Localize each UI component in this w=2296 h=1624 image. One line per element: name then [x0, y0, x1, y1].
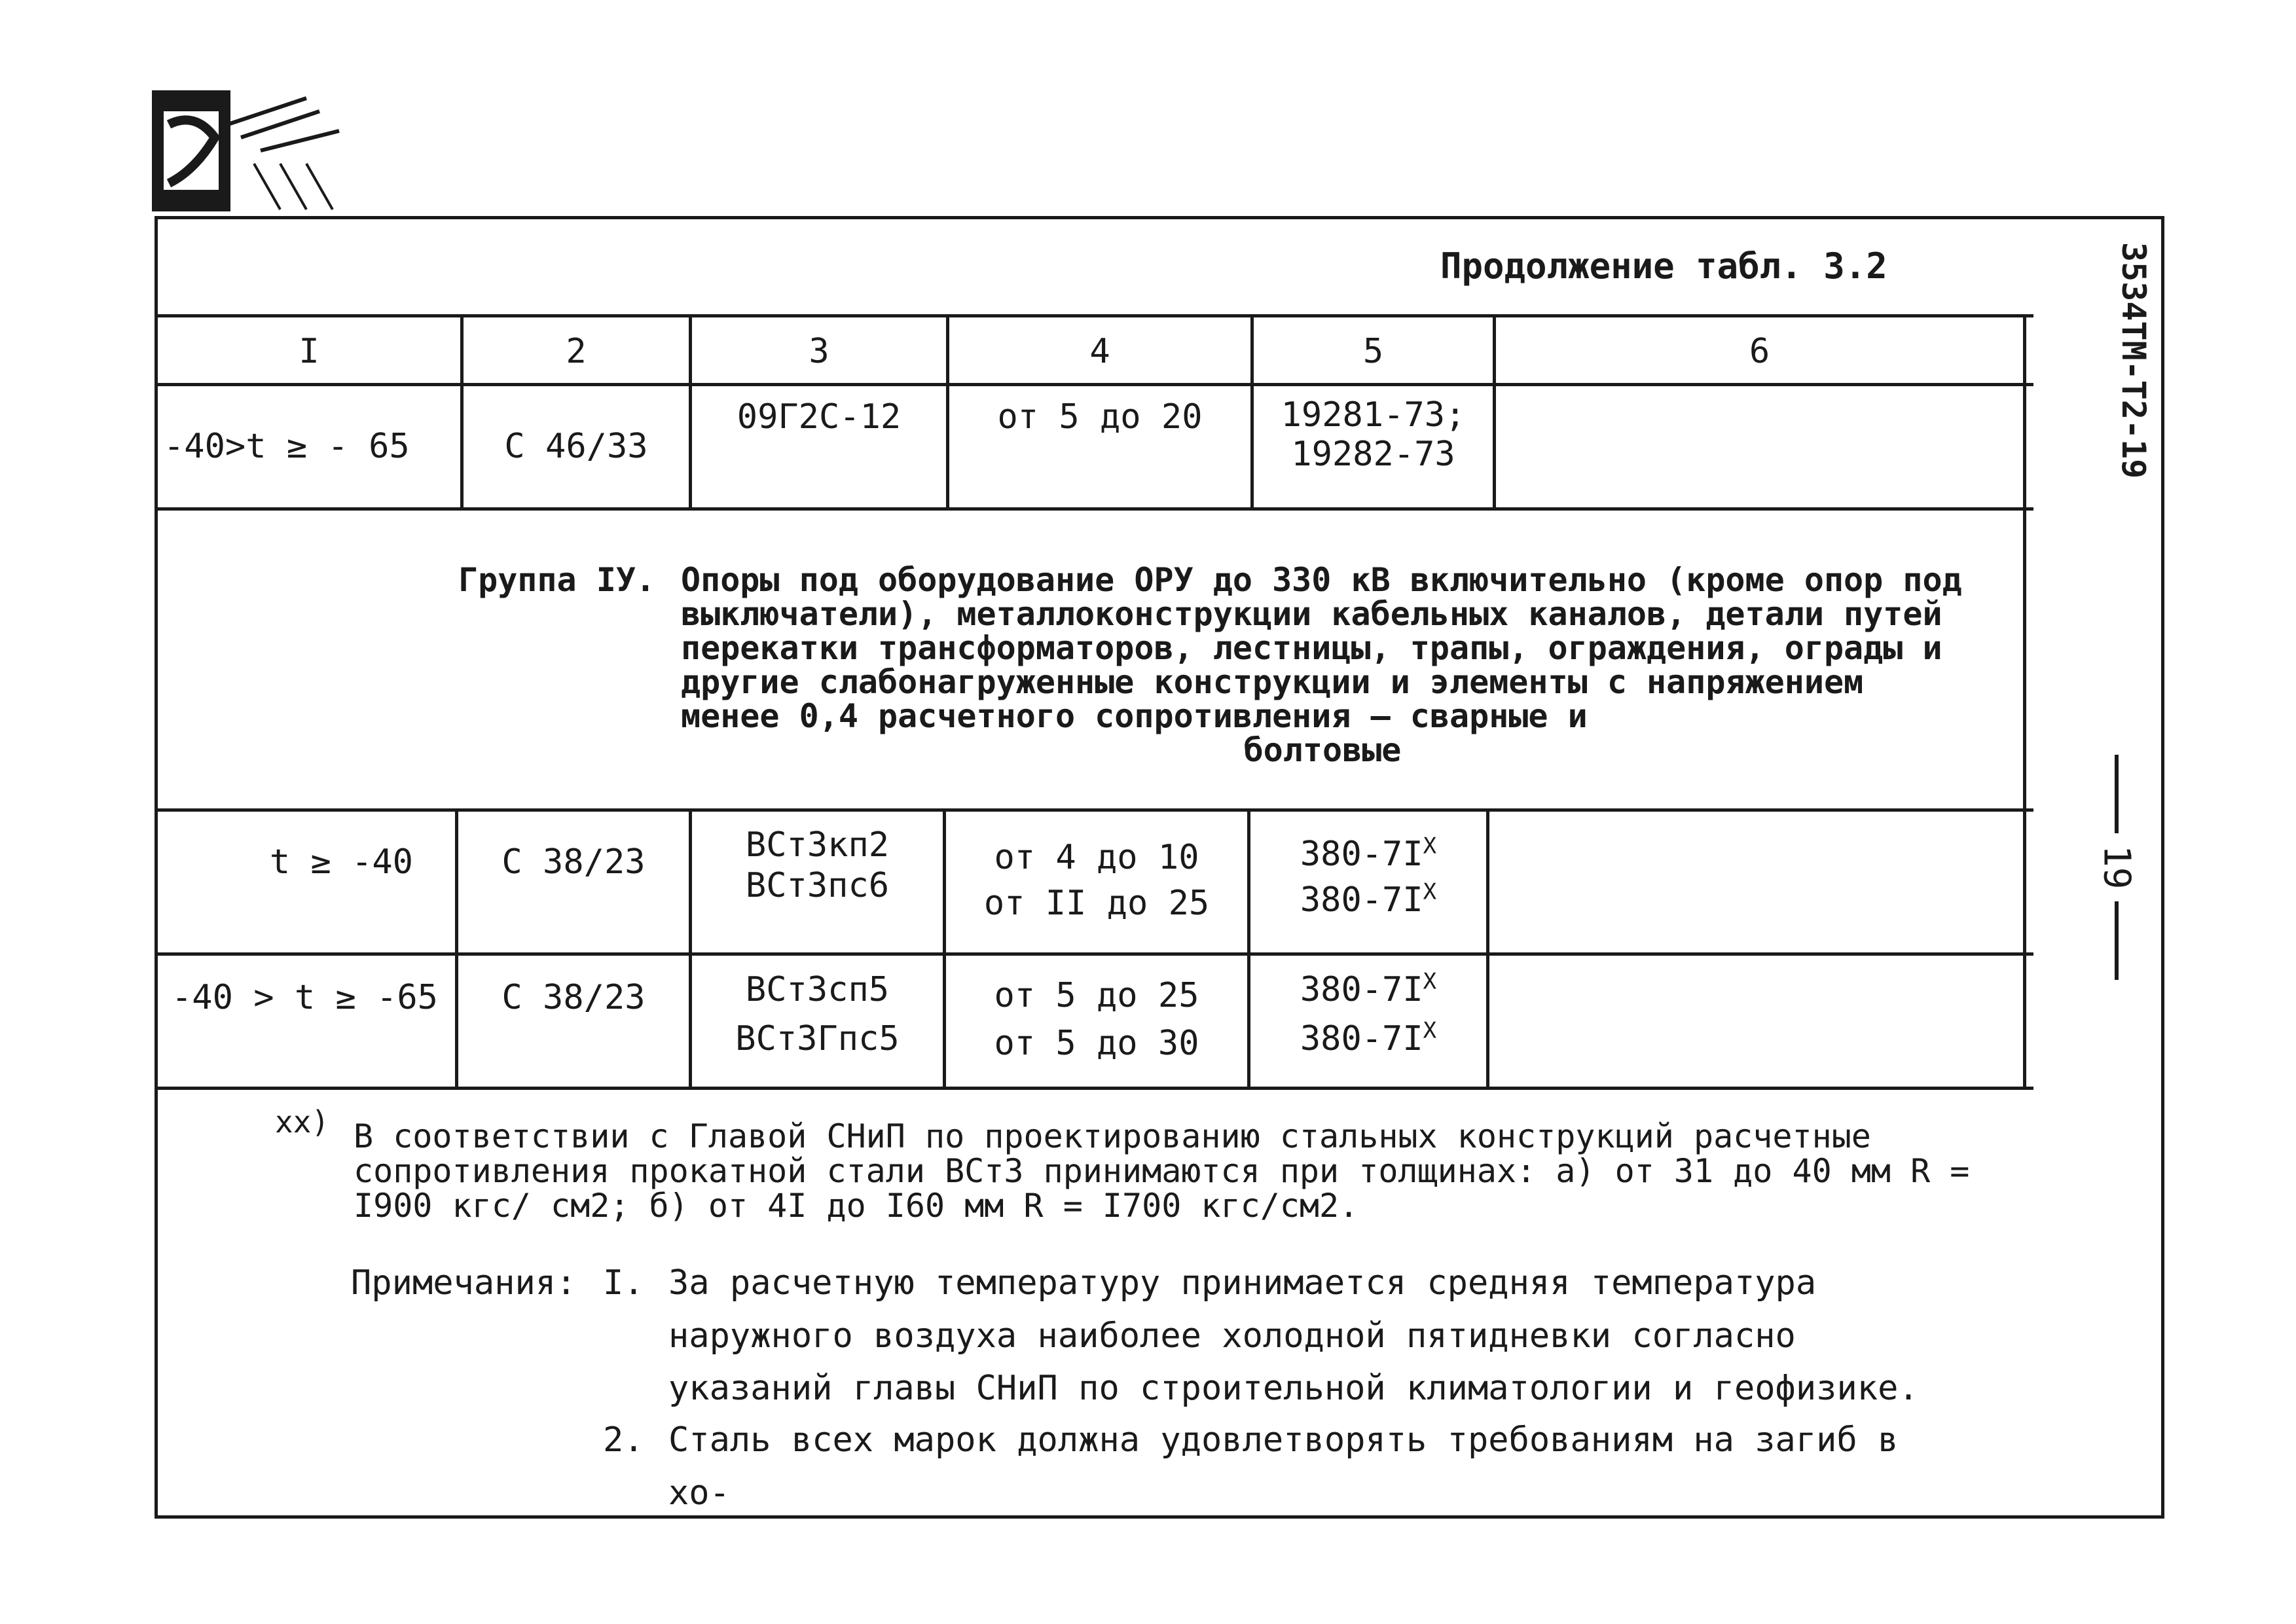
- row-c-thickness-1: от 5 до 25: [994, 976, 1199, 1015]
- header-col-5: 5: [1362, 331, 1384, 371]
- group-text-tail: болтовые: [1243, 731, 1402, 769]
- group-text: Опоры под оборудование ОРУ до 330 кВ включительно (кроме опор под выключатели), металлоконструкции кабельных каналов, детали путей перекатки трансформаторов, лестницы, трапы, ограждения, ограды и другие слабонагруженные конструкции и элементы с напряжением менее 0,4 расчетного сопротивления – сварные и: [681, 561, 1962, 735]
- notes-heading: Примечания:: [351, 1263, 577, 1303]
- row-c-thickness-2: от 5 до 30: [994, 1023, 1199, 1063]
- row-b-thickness: [946, 835, 1247, 946]
- table-caption: Продолжение табл. 3.2: [1440, 245, 1887, 287]
- row-a-gost: [1254, 396, 1493, 494]
- row-a-thickness: [949, 393, 1250, 471]
- table-col-line-right-a: [2023, 314, 2026, 511]
- row-b-gost: [1250, 831, 1486, 943]
- note-2-number: 2.: [603, 1420, 644, 1460]
- header-col-4: 4: [1089, 331, 1110, 371]
- row-b-gost-2-line: [1300, 877, 1436, 923]
- row-a-temperature: -40>t ≥ - 65: [164, 426, 410, 466]
- row-c-grade-1: ВСт3сп5: [745, 970, 890, 1009]
- row-b-steel-class: [458, 812, 689, 952]
- row-c-steel-grade: [692, 965, 943, 1083]
- row-c-gost-2: 380-7I: [1300, 1019, 1423, 1059]
- row-c-thickness: [946, 972, 1247, 1083]
- header-col-1: I: [299, 331, 319, 371]
- table-col-line-right-b: [2023, 808, 2026, 1090]
- row-b-gost-1: 380-7I: [1300, 835, 1423, 874]
- row-b-thickness-1: от 4 до 10: [994, 838, 1199, 877]
- row-b-gost-1-sup: Х: [1423, 833, 1437, 859]
- row-a-gost-1: 19281-73;: [1281, 395, 1466, 435]
- row-a-thickness-text: от 5 до 20: [997, 397, 1203, 437]
- note-2-text: Сталь всех марок должна удовлетворять требованиям на загиб в хо-: [668, 1420, 1899, 1513]
- row-b-thickness-2: от II до 25: [983, 884, 1210, 924]
- row-a-steel-class: С 46/33: [504, 426, 648, 466]
- row-c-gost: [1250, 965, 1486, 1077]
- note-1-number: I.: [603, 1263, 644, 1303]
- row-c-steel-class: С 38/23: [501, 978, 646, 1018]
- row-b-note: [1489, 812, 2023, 952]
- row-a-grade-text: 09Г2С-12: [737, 397, 902, 437]
- footnote-mark: хх): [275, 1104, 330, 1140]
- header-col-3: 3: [809, 331, 829, 371]
- row-a-steel-grade: [692, 393, 946, 471]
- row-c-temperature: -40 > t ≥ -65: [172, 978, 438, 1018]
- archive-stamp-logo: [149, 85, 372, 216]
- row-b-grade-1: ВСт3кп2: [745, 825, 890, 865]
- group-text-block: [681, 563, 1964, 767]
- table-line-top: [155, 314, 2033, 317]
- row-c-gost-2-sup: Х: [1423, 1018, 1437, 1045]
- row-c-note: [1489, 956, 2023, 1087]
- row-b-gost-1-line: [1300, 831, 1436, 877]
- table-col-line-right-mid: [2023, 507, 2026, 808]
- row-c-gost-1-line: [1300, 965, 1436, 1015]
- row-c-gost-1-sup: Х: [1423, 968, 1437, 995]
- row-c-gost-2-line: [1300, 1015, 1436, 1064]
- header-col-6: 6: [1749, 331, 1770, 371]
- page-number: 19: [2095, 845, 2138, 890]
- footnote-text: В соответствии с Главой СНиП по проектированию стальных конструкций расчетные сопротивления прокатной стали ВСт3 принимаются при толщинах: а) от 31 до 40 мм R = I900 кгс/ см2; б) от 4I до I60 мм R = I700 кгс/см2.: [354, 1117, 1970, 1225]
- row-b-gost-2: 380-7I: [1300, 880, 1423, 920]
- row-b-temperature: t ≥ -40: [269, 842, 413, 882]
- row-b-steel-grade: [692, 825, 943, 943]
- stamp-icon: [149, 85, 372, 216]
- row-b-gost-2-sup: Х: [1423, 878, 1437, 905]
- header-col-2: 2: [566, 331, 587, 371]
- row-a-note: [1496, 386, 2023, 507]
- row-c-gost-1: 380-7I: [1300, 970, 1423, 1009]
- group-label: Группа IУ.: [458, 561, 656, 599]
- row-b-steel-class-text: С 38/23: [501, 842, 646, 882]
- table-line-bottom: [155, 1087, 2033, 1090]
- document-code: 3534ТМ-Т2-19: [2115, 242, 2153, 479]
- row-b-grade-2: ВСт3пс6: [745, 866, 890, 906]
- note-1-text: За расчетную температуру принимается средняя температура наружного воздуха наиболее холодной пятидневки согласно указаний главы СНиП по строительной климатологии и геофизике.: [668, 1263, 1919, 1409]
- row-a-gost-2: 19282-73: [1291, 434, 1455, 474]
- row-c-grade-2: ВСт3Гпс5: [735, 1019, 900, 1059]
- table-line-row-a: [155, 507, 2033, 511]
